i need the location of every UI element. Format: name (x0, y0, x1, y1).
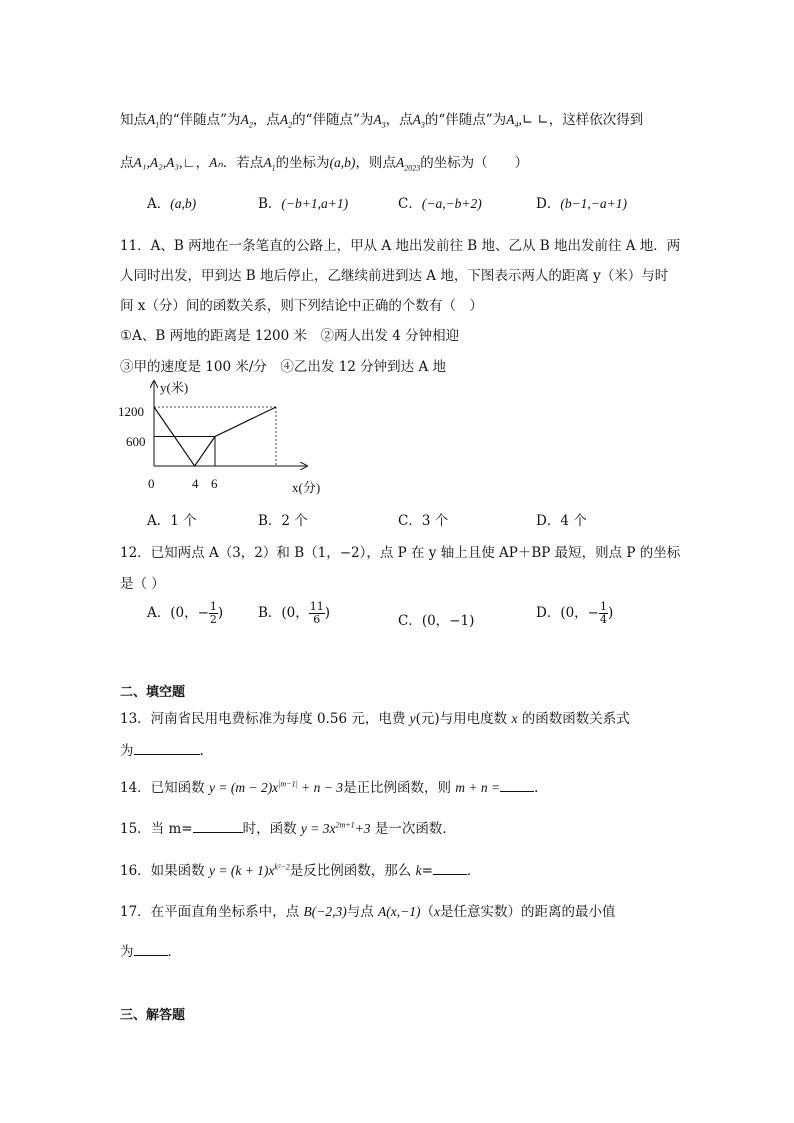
q10-text: ，点 (385, 112, 413, 128)
sym-a3b: $A_3$ (412, 112, 425, 130)
q10-text: ，点 (252, 112, 280, 128)
q12-option-d[interactable]: D．(0，− $\frac{1}{4}$ ) (536, 600, 614, 626)
q11-line2: 人同时出发，甲到达 B 地后停止，乙继续前进到达 A 地，下图表示两人的距离 y（米）与时 (120, 268, 669, 284)
q11-statements-3-4: ③甲的速度是 100 米/分 ④乙出发 12 分钟到达 A 地 (120, 359, 446, 375)
q11-option-c[interactable]: C．3 个 (398, 513, 449, 529)
answer-blank[interactable] (134, 943, 168, 956)
q13-line1: 13．河南省民用电费标准为每度 0.56 元，电费 y(元)与用电度数 x 的函数函数关系式 (120, 711, 630, 727)
answer-blank[interactable] (134, 742, 200, 755)
sym-a1: $A_1$ (147, 112, 160, 130)
q10-line2 (120, 151, 528, 173)
ellipsis-symbol: ∟ ∟ (521, 112, 549, 128)
q10-text: ，则点 (355, 155, 396, 171)
q10-text: 的“伴随点”为 (159, 112, 241, 128)
q16-line: 16．如果函数 $y = (k + 1)x^{k^2-2}$是反比例函数，那么 k= ． (120, 862, 481, 879)
x-axis-label: x(分) (292, 480, 321, 495)
sym-an: Aₙ (209, 155, 223, 170)
q11-statements-1-2: ①A、B 两地的距离是 1200 米 ②两人出发 4 分钟相迎 (120, 328, 460, 344)
q10-text: ，这样依次得到 (548, 112, 644, 128)
q10-option-b[interactable]: B．(−b+1,a+1) (258, 196, 349, 212)
q17-line2: 为 ． (120, 944, 181, 960)
q10-line1 (120, 108, 643, 130)
sym-a3: $A_3$ (373, 112, 386, 130)
sym-a4: $A_4$, (506, 112, 522, 130)
q10-text: ， (195, 155, 210, 171)
q13-line2: 为 . (120, 743, 204, 759)
q10-text: ．若点 (222, 155, 264, 171)
section-fill-in: 二、填空题 (120, 685, 186, 700)
q12-line1: 12．已知两点 A（3，2）和 B（1，−2），点 P 在 y 轴上且使 AP＋BP 最短，则点 P 的坐标 (120, 545, 681, 561)
answer-blank[interactable] (433, 862, 467, 875)
sym-a2b: $A_2$ (279, 112, 293, 130)
distance-time-chart (110, 378, 370, 503)
q11-option-d[interactable]: D．4 个 (536, 513, 587, 529)
q10-text: 的“伴随点”为 (424, 112, 507, 128)
answer-blank[interactable] (500, 779, 534, 792)
q11-option-b[interactable]: B．2 个 (258, 513, 308, 529)
q10-option-a[interactable]: A．(a,b) (147, 196, 197, 212)
fraction: $\frac{11}{6}$ (309, 600, 324, 626)
sym-a1-b: $A_1$ (263, 155, 276, 173)
q11-option-a[interactable]: A．1 个 (147, 513, 197, 529)
q10-text: 知点 (120, 112, 147, 128)
sym-a2: $A_2$ (240, 112, 253, 130)
fraction: $\frac{1}{4}$ (600, 600, 607, 626)
section-solve: 三、解答题 (120, 1008, 186, 1023)
q10-text: 点 (120, 155, 134, 171)
y-tick-1200: 1200 (118, 404, 144, 419)
x-tick-6: 6 (211, 476, 218, 491)
q11-line1: 11．A、B 两地在一条笔直的公路上，甲从 A 地出发前往 B 地、乙从 B 地出发前往 A 地．两 (120, 238, 681, 254)
q10-text: 的坐标为 (275, 155, 330, 171)
q10-text: 的“伴随点”为 (292, 112, 374, 128)
q12-option-b[interactable]: B．(0， $\frac{11}{6}$ ) (258, 600, 331, 626)
q12-option-a[interactable]: A．(0，− $\frac{1}{2}$ ) (147, 600, 224, 626)
x-tick-0: 0 (148, 476, 155, 491)
coord-ab: (a,b) (329, 155, 356, 170)
q15-line: 15．当 m= 时，函数 $y = 3x^{2m+1}+3$ 是一次函数． (120, 820, 456, 837)
point-sequence: A₁,A₂,A₃,∟ (133, 155, 196, 170)
q12-line2: 是（ ） (120, 576, 165, 592)
q10-text: 的坐标为（ ） (420, 155, 529, 171)
q10-option-c[interactable]: C．(−a,−b+2) (398, 196, 482, 212)
x-tick-4: 4 (192, 476, 199, 491)
answer-blank[interactable] (193, 820, 243, 833)
q11-line3: 间 x（分）间的函数关系，则下列结论中正确的个数有（ ） (120, 298, 483, 314)
q10-option-d[interactable]: D．(b−1,−a+1) (536, 196, 628, 212)
q14-line: 14．已知函数 $y = (m - 2)x^{|m-1|} + n - 3$是正比例函数，则 m + n = ． (120, 779, 548, 796)
sym-a2023: $A_{2023}$ (395, 155, 421, 173)
fraction: $\frac{1}{2}$ (209, 600, 217, 626)
y-axis-label: y(米) (160, 380, 189, 395)
y-tick-600: 600 (126, 434, 146, 449)
q12-option-c[interactable]: C．(0，−1) (398, 613, 475, 629)
q17-line1: 17．在平面直角坐标系中，点 B(−2,3)与点 A(x,−1)（x是任意实数）的距离的最小值 (120, 904, 616, 920)
